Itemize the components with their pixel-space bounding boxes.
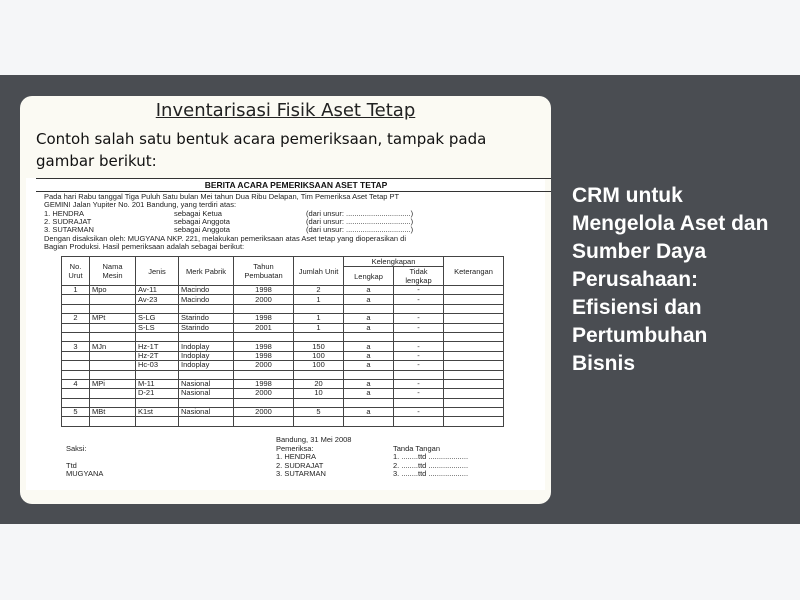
cell-nama-mesin	[90, 332, 136, 341]
member-role: sebagai Anggota	[174, 217, 230, 227]
cell-tahun: 1998	[234, 342, 294, 351]
cell-keterangan	[444, 351, 504, 360]
cell-jumlah: 1	[294, 323, 344, 332]
cell-no	[62, 332, 90, 341]
cell-no: 4	[62, 379, 90, 388]
cell-jenis	[136, 370, 179, 379]
cell-jumlah: 1	[294, 314, 344, 323]
member-unit: (dari unsur: ...............................)	[306, 217, 414, 227]
cell-jumlah	[294, 370, 344, 379]
cell-tahun: 2000	[234, 389, 294, 398]
cell-merk: Macindo	[179, 286, 234, 295]
cell-merk: Indoplay	[179, 361, 234, 370]
member-role: sebagai Ketua	[174, 209, 222, 218]
cell-no	[62, 389, 90, 398]
slide-image-card	[20, 96, 551, 504]
table-row	[62, 389, 504, 398]
cell-lengkap: a	[344, 286, 394, 295]
table-row	[62, 379, 504, 388]
intro-line: GEMINI Jalan Yupiter No. 201 Bandung, yang terdiri atas:	[44, 201, 237, 210]
inventory-table-body	[62, 286, 504, 427]
cell-tahun: 1998	[234, 379, 294, 388]
cell-merk	[179, 304, 234, 313]
cell-merk: Nasional	[179, 389, 234, 398]
member-unit: (dari unsur: ...............................)	[306, 209, 414, 218]
cell-merk: Indoplay	[179, 342, 234, 351]
cell-tidak-lengkap	[394, 417, 444, 426]
cell-nama-mesin: MPt	[90, 314, 136, 323]
cell-tahun	[234, 417, 294, 426]
cell-tahun	[234, 304, 294, 313]
member-name: 3. SUTARMAN	[44, 225, 94, 235]
header-tahun: Tahun Pembuatan	[234, 257, 294, 286]
table-row	[62, 417, 504, 426]
cell-jumlah	[294, 417, 344, 426]
cell-tahun	[234, 398, 294, 407]
cell-no	[62, 361, 90, 370]
cell-tahun: 1998	[234, 286, 294, 295]
cell-merk	[179, 398, 234, 407]
cell-keterangan	[444, 342, 504, 351]
header-jumlah: Jumlah Unit	[294, 257, 344, 286]
cell-jenis	[136, 304, 179, 313]
cell-no	[62, 351, 90, 360]
cell-nama-mesin: Mpo	[90, 286, 136, 295]
cell-merk	[179, 417, 234, 426]
cell-nama-mesin	[90, 295, 136, 304]
examiner-2: 2. SUDRAJAT	[276, 460, 324, 470]
cell-lengkap	[344, 417, 394, 426]
cell-jenis	[136, 398, 179, 407]
cell-lengkap: a	[344, 408, 394, 417]
cell-jumlah: 2	[294, 286, 344, 295]
cell-merk: Nasional	[179, 408, 234, 417]
member-row	[44, 210, 524, 218]
cell-jumlah: 100	[294, 351, 344, 360]
document-title: BERITA ACARA PEMERIKSAAN ASET TETAP	[36, 178, 551, 192]
cell-tahun	[234, 332, 294, 341]
header-no: No. Urut	[62, 257, 90, 286]
cell-no: 2	[62, 314, 90, 323]
signature-2: 2. ........ttd ...................	[393, 460, 469, 470]
cell-tidak-lengkap: -	[394, 351, 444, 360]
ttd-label: Ttd	[66, 460, 77, 470]
cell-jenis: M-11	[136, 379, 179, 388]
witness-line: Bagian Produksi. Hasil pemeriksaan adalah sebagai berikut:	[44, 243, 245, 252]
cell-merk: Indoplay	[179, 351, 234, 360]
cell-jumlah: 1	[294, 295, 344, 304]
table-row	[62, 398, 504, 407]
slide-subtitle: Contoh salah satu bentuk acara pemeriksaan, tampak pada gambar berikut:	[36, 130, 487, 170]
cell-jenis: Hc-03	[136, 361, 179, 370]
witness-line: Dengan disaksikan oleh: MUGYANA NKP. 221, melakukan pemeriksaan atas Aset tetap yang dioperasikan di	[44, 235, 407, 243]
signature-1: 1. ........ttd ...................	[393, 452, 469, 461]
cell-nama-mesin	[90, 389, 136, 398]
cell-tidak-lengkap	[394, 370, 444, 379]
cell-lengkap: a	[344, 389, 394, 398]
cell-nama-mesin	[90, 398, 136, 407]
cell-jumlah: 20	[294, 379, 344, 388]
cell-keterangan	[444, 295, 504, 304]
cell-lengkap: a	[344, 314, 394, 323]
cell-nama-mesin	[90, 323, 136, 332]
cell-tidak-lengkap: -	[394, 286, 444, 295]
header-kelengkapan: Kelengkapan	[344, 257, 444, 267]
cell-merk	[179, 370, 234, 379]
cell-merk	[179, 332, 234, 341]
cell-jumlah: 150	[294, 342, 344, 351]
cell-tidak-lengkap	[394, 398, 444, 407]
cell-merk: Nasional	[179, 379, 234, 388]
cell-keterangan	[444, 417, 504, 426]
cell-tahun: 1998	[234, 314, 294, 323]
cell-jumlah	[294, 304, 344, 313]
cell-jumlah	[294, 398, 344, 407]
cell-nama-mesin: MJn	[90, 342, 136, 351]
member-name: 1. HENDRA	[44, 209, 85, 218]
side-heading: CRM untuk Mengelola Aset dan Sumber Daya Perusahaan: Efisiensi dan Pertumbuhan Bisnis	[572, 184, 769, 375]
cell-no	[62, 295, 90, 304]
cell-tidak-lengkap: -	[394, 323, 444, 332]
cell-jenis: D-21	[136, 389, 179, 398]
cell-nama-mesin: MPi	[90, 379, 136, 388]
cell-tidak-lengkap: -	[394, 361, 444, 370]
cell-tidak-lengkap: -	[394, 314, 444, 323]
cell-tidak-lengkap: -	[394, 408, 444, 417]
cell-tahun: 2000	[234, 361, 294, 370]
cell-jenis: S-LG	[136, 314, 179, 323]
cell-no	[62, 370, 90, 379]
cell-nama-mesin	[90, 351, 136, 360]
cell-nama-mesin	[90, 370, 136, 379]
cell-tidak-lengkap: -	[394, 389, 444, 398]
cell-lengkap: a	[344, 351, 394, 360]
table-row	[62, 361, 504, 370]
cell-lengkap	[344, 332, 394, 341]
slide-title: Inventarisasi Fisik Aset Tetap	[155, 100, 416, 121]
cell-tidak-lengkap: -	[394, 295, 444, 304]
saksi-label: Saksi:	[66, 443, 87, 453]
cell-no: 3	[62, 342, 90, 351]
header-jenis: Jenis	[136, 257, 179, 286]
cell-lengkap: a	[344, 361, 394, 370]
table-row	[62, 370, 504, 379]
witness-name: MUGYANA	[66, 469, 104, 478]
signature-3: 3. ........ttd ...................	[393, 469, 469, 478]
cell-lengkap: a	[344, 379, 394, 388]
document-footer	[26, 436, 545, 490]
cell-keterangan	[444, 389, 504, 398]
member-name: 2. SUDRAJAT	[44, 217, 92, 227]
cell-lengkap: a	[344, 342, 394, 351]
cell-keterangan	[444, 332, 504, 341]
cell-lengkap: a	[344, 323, 394, 332]
table-row	[62, 304, 504, 313]
cell-jenis: S-LS	[136, 323, 179, 332]
cell-jumlah: 100	[294, 361, 344, 370]
header-tidak-lengkap: Tidak lengkap	[394, 267, 444, 286]
table-row	[62, 351, 504, 360]
cell-nama-mesin	[90, 304, 136, 313]
cell-tidak-lengkap: -	[394, 342, 444, 351]
cell-nama-mesin	[90, 417, 136, 426]
intro-line: Pada hari Rabu tanggal Tiga Puluh Satu bulan Mei tahun Dua Ribu Delapan, Tim Pemeriksa Aset Tetap PT	[44, 193, 400, 201]
cell-tidak-lengkap	[394, 304, 444, 313]
cell-no	[62, 417, 90, 426]
cell-tidak-lengkap: -	[394, 379, 444, 388]
table-row	[62, 314, 504, 323]
header-merk: Merk Pabrik	[179, 257, 234, 286]
cell-tahun: 1998	[234, 351, 294, 360]
cell-keterangan	[444, 370, 504, 379]
cell-nama-mesin	[90, 361, 136, 370]
cell-tahun	[234, 370, 294, 379]
cell-no	[62, 323, 90, 332]
examiner-3: 3. SUTARMAN	[276, 469, 326, 478]
header-keterangan: Keterangan	[444, 257, 504, 286]
cell-no	[62, 304, 90, 313]
inventory-table	[61, 256, 504, 427]
header-lengkap: Lengkap	[344, 267, 394, 286]
cell-keterangan	[444, 286, 504, 295]
cell-merk: Starindo	[179, 323, 234, 332]
pemeriksa-label: Pemeriksa:	[276, 443, 314, 453]
intro-paragraph	[44, 193, 544, 209]
cell-lengkap	[344, 370, 394, 379]
cell-keterangan	[444, 408, 504, 417]
table-row	[62, 332, 504, 341]
table-row	[62, 323, 504, 332]
cell-jumlah: 10	[294, 389, 344, 398]
cell-no: 1	[62, 286, 90, 295]
cell-tidak-lengkap	[394, 332, 444, 341]
cell-jumlah	[294, 332, 344, 341]
table-row	[62, 342, 504, 351]
cell-lengkap	[344, 304, 394, 313]
cell-tahun: 2000	[234, 295, 294, 304]
witness-paragraph	[44, 235, 544, 251]
cell-jenis: Av-23	[136, 295, 179, 304]
cell-keterangan	[444, 304, 504, 313]
cell-nama-mesin: MBt	[90, 408, 136, 417]
cell-jenis	[136, 332, 179, 341]
member-row	[44, 226, 524, 234]
cell-jenis: Hz-1T	[136, 342, 179, 351]
examiner-1: 1. HENDRA	[276, 452, 317, 461]
cell-jenis	[136, 417, 179, 426]
table-row	[62, 295, 504, 304]
cell-lengkap	[344, 398, 394, 407]
table-row	[62, 408, 504, 417]
cell-no: 5	[62, 408, 90, 417]
member-role: sebagai Anggota	[174, 225, 230, 235]
berita-acara-document	[26, 178, 545, 490]
cell-no	[62, 398, 90, 407]
cell-jumlah: 5	[294, 408, 344, 417]
cell-merk: Starindo	[179, 314, 234, 323]
table-row	[62, 286, 504, 295]
cell-merk: Macindo	[179, 295, 234, 304]
cell-keterangan	[444, 323, 504, 332]
cell-tahun: 2001	[234, 323, 294, 332]
member-unit: (dari unsur: ...............................)	[306, 225, 414, 235]
header-nama-mesin: Nama Mesin	[90, 257, 136, 286]
cell-keterangan	[444, 379, 504, 388]
place-date: Bandung, 31 Mei 2008	[276, 435, 352, 444]
member-row	[44, 218, 524, 226]
cell-keterangan	[444, 398, 504, 407]
tanda-tangan-label: Tanda Tangan	[393, 443, 440, 453]
cell-jenis: Av-11	[136, 286, 179, 295]
cell-keterangan	[444, 314, 504, 323]
cell-jenis: Hz-2T	[136, 351, 179, 360]
cell-tahun: 2000	[234, 408, 294, 417]
cell-lengkap: a	[344, 295, 394, 304]
cell-jenis: K1st	[136, 408, 179, 417]
cell-keterangan	[444, 361, 504, 370]
member-list	[44, 210, 524, 235]
